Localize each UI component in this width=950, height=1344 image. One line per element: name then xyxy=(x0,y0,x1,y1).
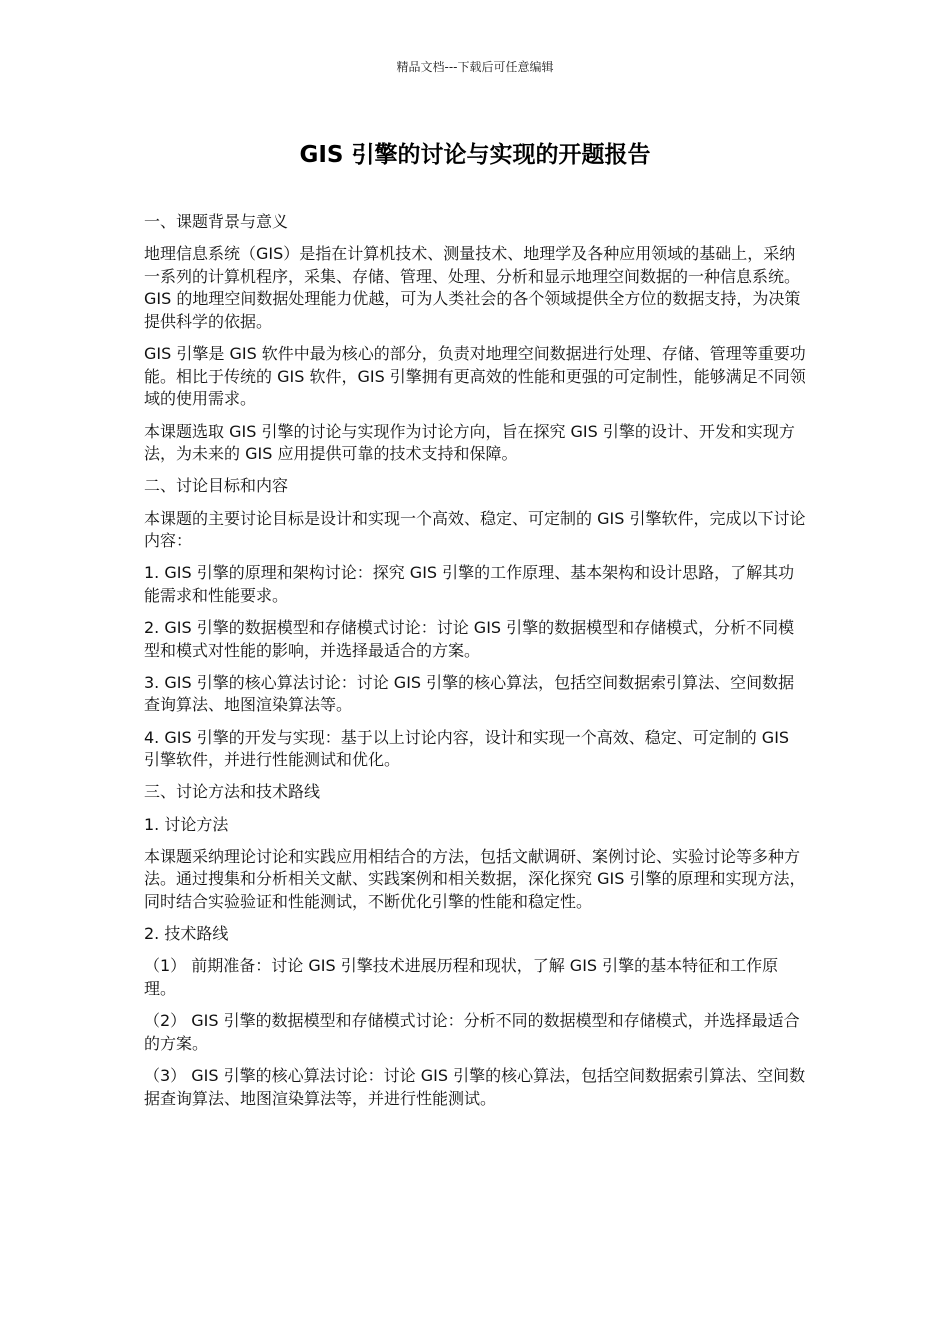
list-item-goal-3: 3. GIS 引擎的核心算法讨论：讨论 GIS 引擎的核心算法，包括空间数据索引算法、空间数据查询算法、地图渲染算法等。 xyxy=(144,672,795,715)
subheading-methods: 1. 讨论方法 xyxy=(144,814,229,834)
subheading-roadmap: 2. 技术路线 xyxy=(144,924,229,944)
paragraph-gis-definition: 地理信息系统（GIS）是指在计算机技术、测量技术、地理学及各种应用领域的基础上，采纳一系列的计算机程序，采集、存储、管理、处理、分析和显示地理空间数据的一种信息系统。GIS 的地理空间数据处理能力优越，可为人类社会的各个领域提供全方位的数据支持，为决策提供科学的依据。 xyxy=(144,244,801,331)
list-item-goal-4: 4. GIS 引擎的开发与实现：基于以上讨论内容，设计和实现一个高效、稳定、可定制的 GIS 引擎软件，并进行性能测试和优化。 xyxy=(144,727,790,770)
paragraph-gis-engine: GIS 引擎是 GIS 软件中最为核心的部分，负责对地理空间数据进行处理、存储、管理等重要功能。相比于传统的 GIS 软件，GIS 引擎拥有更高效的性能和更强的可定制性，能够满足不同领域的使用需求。 xyxy=(144,344,806,409)
list-item-goal-1: 1. GIS 引擎的原理和架构讨论：探究 GIS 引擎的工作原理、基本架构和设计思路，了解其功能需求和性能要求。 xyxy=(144,563,795,605)
document-title: GIS 引擎的讨论与实现的开题报告 xyxy=(299,142,651,168)
paragraph-methods: 本课题采纳理论讨论和实践应用相结合的方法，包括文献调研、案例讨论、实验讨论等多种方法。通过搜集和分析相关文献、实践案例和相关数据，深化探究 GIS 引擎的原理和实现方法，同时结合实验验证和性能测试，不断优化引擎的性能和稳定性。 xyxy=(144,846,806,911)
list-item-roadmap-1: （1） 前期准备：讨论 GIS 引擎技术进展历程和现状，了解 GIS 引擎的基本特征和工作原理。 xyxy=(144,956,779,998)
list-item-roadmap-2: （2） GIS 引擎的数据模型和存储模式讨论：分析不同的数据模型和存储模式，并选择最适合的方案。 xyxy=(144,1011,800,1053)
list-item-roadmap-3: （3） GIS 引擎的核心算法讨论：讨论 GIS 引擎的核心算法，包括空间数据索引算法、空间数据查询算法、地图渲染算法等，并进行性能测试。 xyxy=(144,1065,806,1108)
paragraph-topic-choice: 本课题选取 GIS 引擎的讨论与实现作为讨论方向，旨在探究 GIS 引擎的设计、开发和实现方法，为未来的 GIS 应用提供可靠的技术支持和保障。 xyxy=(144,421,795,464)
list-item-goal-2: 2. GIS 引擎的数据模型和存储模式讨论：讨论 GIS 引擎的数据模型和存储模式，分析不同模型和模式对性能的影响，并选择最适合的方案。 xyxy=(144,618,795,660)
document-body xyxy=(144,211,808,1120)
section-heading-methods: 三、讨论方法和技术路线 xyxy=(144,782,321,802)
section-heading-background: 一、课题背景与意义 xyxy=(144,212,289,231)
paragraph-goals-intro: 本课题的主要讨论目标是设计和实现一个高效、稳定、可定制的 GIS 引擎软件，完成以下讨论内容： xyxy=(144,508,806,551)
header-note: 精品文档---下载后可任意编辑 xyxy=(396,60,554,74)
section-heading-goals: 二、讨论目标和内容 xyxy=(144,476,289,496)
